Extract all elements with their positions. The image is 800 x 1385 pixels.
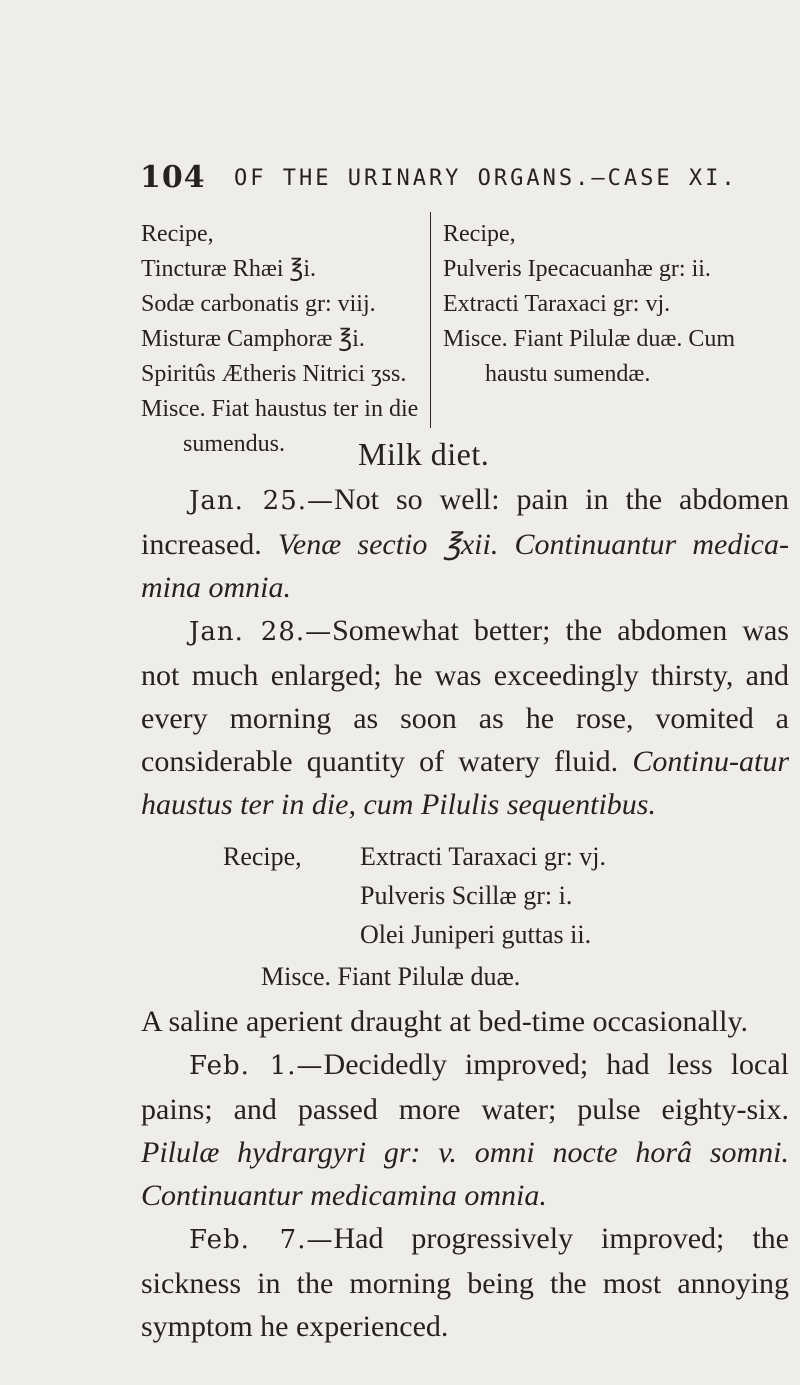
recipe-left-line: sumendus. (183, 431, 285, 457)
recipe-line: Pulveris Scillæ gr: i. (360, 881, 573, 910)
entry-date: Jan. 28.— (189, 617, 333, 647)
recipe-misce: Misce. Fiant Pilulæ duæ. (261, 962, 521, 991)
recipe-left-line: Tincturæ Rhæi ℥i. (141, 256, 317, 282)
recipe-right-line: Extracti Taraxaci gr: vj. (443, 291, 671, 317)
recipe-left-line: Spiritûs Ætheris Nitrici ʒss. (141, 361, 407, 387)
entry-text: Somewhat better; the abdomen was not much enlarged; he was exceedingly thirsty, and every morning as soon as he rose, vomited a considerable quantity of watery fluid. (141, 614, 789, 778)
recipe-left-line: Sodæ carbonatis gr: viij. (141, 291, 376, 317)
entry-text: Had progressively improved; the sickness in the morning being the most annoying symptom he experienced. (141, 1222, 789, 1343)
entry-text: Not so well: pain in the abdomen increased. (141, 483, 790, 561)
entry-prescription: Pilulæ hydrargyri gr: v. omni nocte horâ somni. Continuantur medicamina omnia. (141, 1136, 789, 1212)
case-entries (141, 478, 789, 1348)
entry-date: Jan. 25.— (189, 486, 335, 516)
entry-text: Decidedly improved; had less local pains; and passed more water; pulse eighty-six. (141, 1048, 789, 1126)
running-head: OF THE URINARY ORGANS.—CASE XI. (234, 166, 738, 191)
entry-date: Feb. 7.— (189, 1225, 334, 1255)
entry-prescription: Venæ sectio ℥xii. Continuantur medica-mina omnia. (141, 528, 789, 604)
recipe-left-line: Misturæ Camphoræ ℥i. (141, 326, 365, 352)
entry-jan-28 (141, 609, 789, 826)
entry-prescription: Continu-atur haustus ter in die, cum Pilulis sequentibus. (141, 745, 789, 821)
recipe-right-line: Recipe, (443, 221, 516, 247)
recipe-line: Extracti Taraxaci gr: vj. (360, 842, 607, 871)
entry-jan-25 (141, 478, 789, 609)
recipe-left-line: Misce. Fiat haustus ter in die (141, 396, 419, 422)
recipe-pills (141, 830, 789, 1000)
column-divider (430, 212, 431, 428)
entry-saline: A saline aperient draught at bed-time occasionally. (141, 1005, 749, 1038)
subheading: Milk diet. (358, 436, 490, 472)
page-header (140, 160, 780, 200)
recipe-right-line: Pulveris Ipecacuanhæ gr: ii. (443, 256, 711, 282)
recipe-right-line: Misce. Fiant Pilulæ duæ. Cum (443, 326, 736, 352)
recipe-left-column (141, 217, 426, 462)
recipe-right-line: haustu sumendæ. (485, 361, 651, 387)
recipe-line: Olei Juniperi guttas ii. (360, 920, 592, 949)
entry-date: Feb. 1.— (189, 1051, 324, 1081)
recipe-right-column (443, 217, 788, 392)
page-number: 104 (140, 160, 206, 195)
recipe-label: Recipe, (223, 842, 302, 871)
entry-feb-7 (141, 1217, 789, 1348)
entry-feb-1 (141, 1043, 789, 1217)
recipe-left-line: Recipe, (141, 221, 214, 247)
